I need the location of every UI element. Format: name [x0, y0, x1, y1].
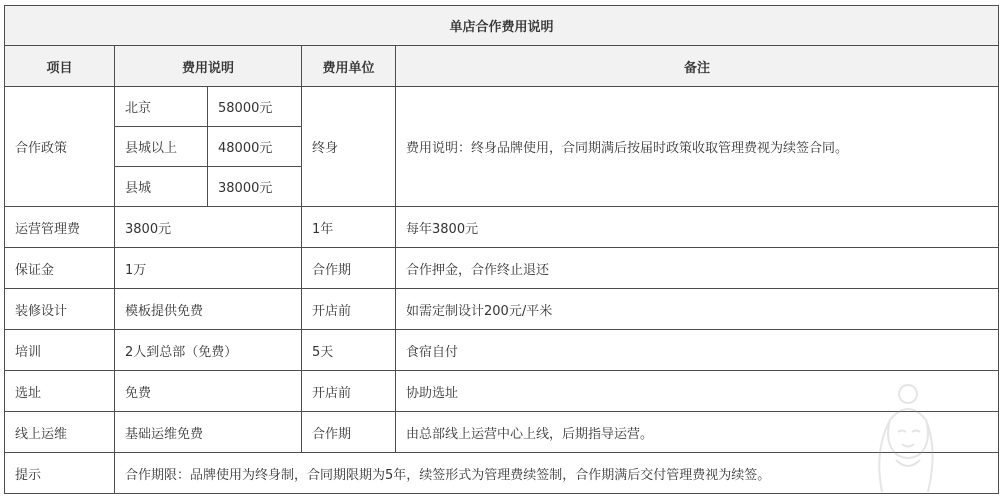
header-desc: 费用说明: [115, 46, 302, 87]
table-row: [5, 330, 999, 371]
tip-label: 提示: [5, 453, 115, 494]
tier-city: 北京: [115, 87, 208, 127]
header-unit: 费用单位: [302, 46, 396, 87]
table-title: 单店合作费用说明: [5, 6, 999, 46]
table-row: [5, 412, 999, 453]
row-note: 协助选址: [396, 371, 999, 412]
row-note: 每年3800元: [396, 207, 999, 248]
row-unit: 合作期: [302, 412, 396, 453]
row-item: 选址: [5, 371, 115, 412]
table-row: [5, 289, 999, 330]
row-unit: 合作期: [302, 248, 396, 289]
table-row: [5, 248, 999, 289]
tier-fee: 48000元: [208, 127, 302, 167]
row-item: 装修设计: [5, 289, 115, 330]
table-title-row: [5, 6, 999, 46]
row-unit: 开店前: [302, 289, 396, 330]
row-desc: 免费: [115, 371, 302, 412]
table-row: [5, 371, 999, 412]
row-item: 线上运维: [5, 412, 115, 453]
cooperation-note: 费用说明：终身品牌使用，合同期满后按届时政策收取管理费视为续签合同。: [396, 87, 999, 207]
header-note: 备注: [396, 46, 999, 87]
row-desc: 3800元: [115, 207, 302, 248]
row-note: 由总部线上运营中心上线，后期指导运营。: [396, 412, 999, 453]
tier-fee: 38000元: [208, 167, 302, 207]
tier-fee: 58000元: [208, 87, 302, 127]
row-desc: 2人到总部（免费）: [115, 330, 302, 371]
row-desc: 1万: [115, 248, 302, 289]
fee-table: [4, 5, 999, 494]
row-note: 合作押金，合作终止退还: [396, 248, 999, 289]
row-note: 如需定制设计200元/平米: [396, 289, 999, 330]
row-desc: 基础运维免费: [115, 412, 302, 453]
cooperation-unit: 终身: [302, 87, 396, 207]
header-item: 项目: [5, 46, 115, 87]
row-desc: 模板提供免费: [115, 289, 302, 330]
tier-city: 县城以上: [115, 127, 208, 167]
cooperation-label: 合作政策: [5, 87, 115, 207]
row-unit: 开店前: [302, 371, 396, 412]
tip-text: 合作期限：品牌使用为终身制，合同期限期为5年，续签形式为管理费续签制，合作期满后交付管理费视为续签。: [115, 453, 999, 494]
table-row: [5, 87, 999, 127]
row-item: 培训: [5, 330, 115, 371]
row-unit: 1年: [302, 207, 396, 248]
tip-row: [5, 453, 999, 494]
table-header-row: [5, 46, 999, 87]
table-row: [5, 207, 999, 248]
tier-city: 县城: [115, 167, 208, 207]
row-unit: 5天: [302, 330, 396, 371]
row-item: 保证金: [5, 248, 115, 289]
row-item: 运营管理费: [5, 207, 115, 248]
row-note: 食宿自付: [396, 330, 999, 371]
